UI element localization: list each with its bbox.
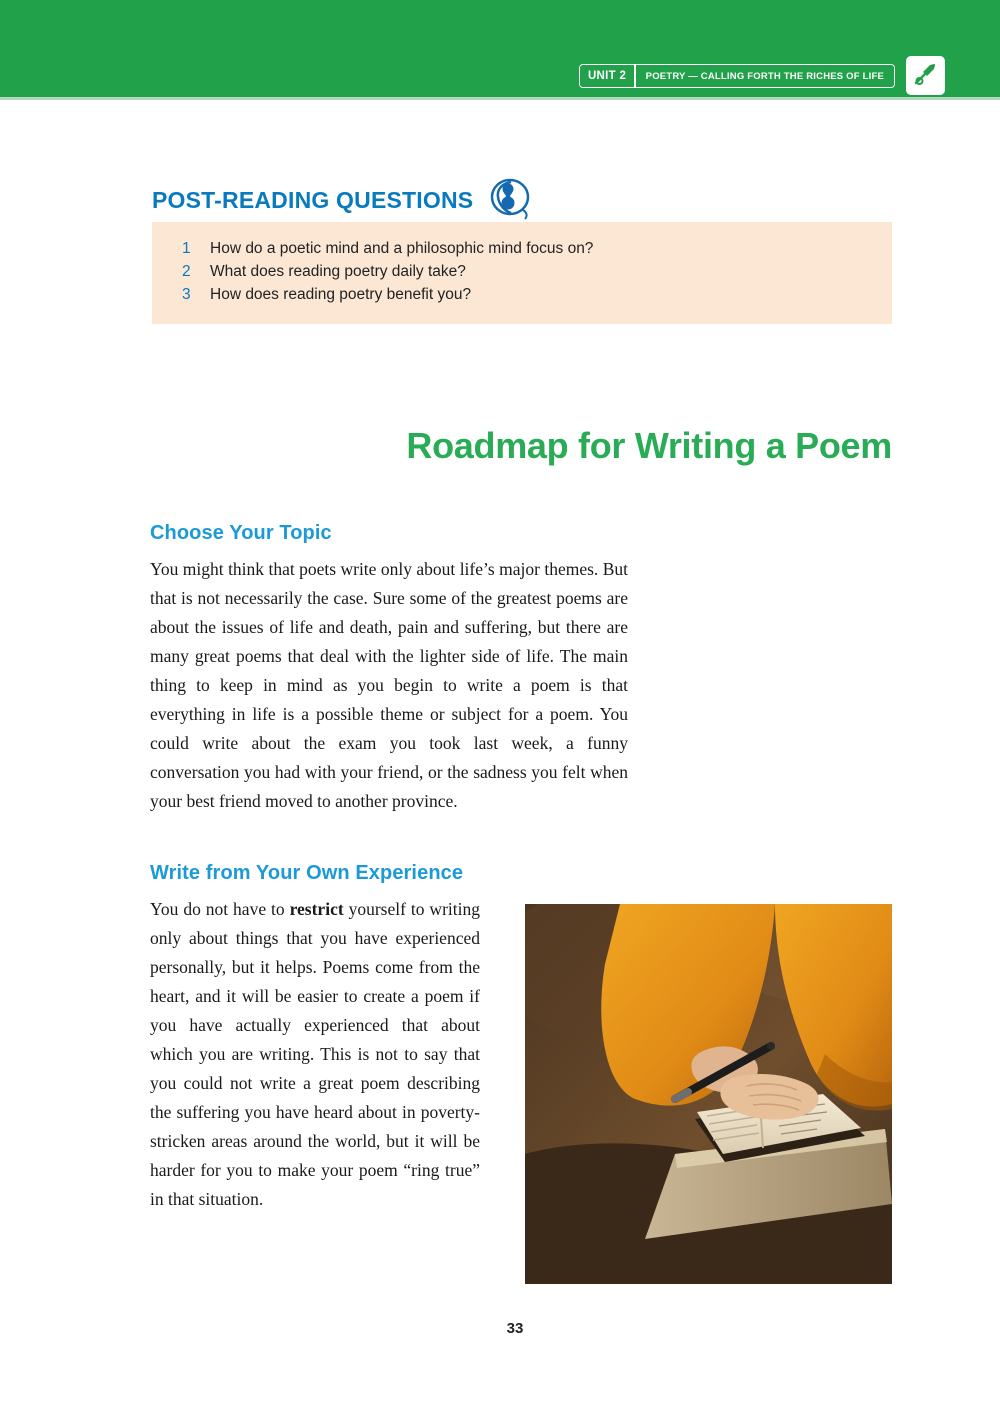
header-band-shadow <box>0 97 1000 100</box>
list-item <box>182 240 862 258</box>
question-number: 2 <box>182 263 191 280</box>
post-reading-heading-row <box>152 180 892 220</box>
question-number: 3 <box>182 286 191 303</box>
section-body-text: You might think that poets write only about life’s major themes. But that is not necessarily the case. Sure some of the greatest poems are about the issues of life and death, pain and suffering, but there are many great poems that deal with the lighter side of life. The main thing to keep in mind as you begin to write a poem is that everything in life is a possible theme or subject for a poem. You could write about the exam you took last week, a funny conversation you had with your friend, or the sadness you felt when your best friend moved to another province. <box>150 559 628 811</box>
running-head-title: POETRY — CALLING FORTH THE RICHES OF LIFE <box>636 65 894 87</box>
thinking-head-icon <box>481 178 533 222</box>
section-choose-your-topic <box>150 522 628 816</box>
person-writing-in-notebook-photo <box>525 904 892 1284</box>
page-title: Roadmap for Writing a Poem <box>406 425 892 466</box>
section-heading: Choose Your Topic <box>150 522 332 544</box>
post-reading-section <box>152 180 892 324</box>
question-text: How does reading poetry benefit you? <box>210 286 472 303</box>
question-text: How do a poetic mind and a philosophic mind focus on? <box>210 240 594 257</box>
question-number: 1 <box>182 240 191 257</box>
body-text-emphasis: restrict <box>289 899 344 919</box>
section-heading: Write from Your Own Experience <box>150 862 464 884</box>
running-head <box>579 64 895 88</box>
page-number-value: 33 <box>506 1320 524 1337</box>
page-number <box>0 1320 1000 1337</box>
body-text-part-2: yourself to writing only about things that you have experienced personally, but it helps. Poems come from the heart, and it will be easier to create a poem if you have actually experienced that about which you are writing. This is not to say that you could not write a great poem describing the suffering you have heard about in poverty-stricken areas around the world, but it will be harder for you to make your poem “ring true” in that situation. <box>150 899 480 1209</box>
body-text-part-1: You do not have to <box>150 899 290 919</box>
pen-nib-icon <box>906 56 945 95</box>
section-body-text <box>150 895 480 1214</box>
unit-tag: UNIT 2 <box>580 65 634 87</box>
post-reading-questions-box <box>152 222 892 324</box>
list-item <box>182 286 862 304</box>
post-reading-heading: POST-READING QUESTIONS <box>152 186 474 213</box>
list-item <box>182 263 862 281</box>
question-text: What does reading poetry daily take? <box>210 263 466 280</box>
